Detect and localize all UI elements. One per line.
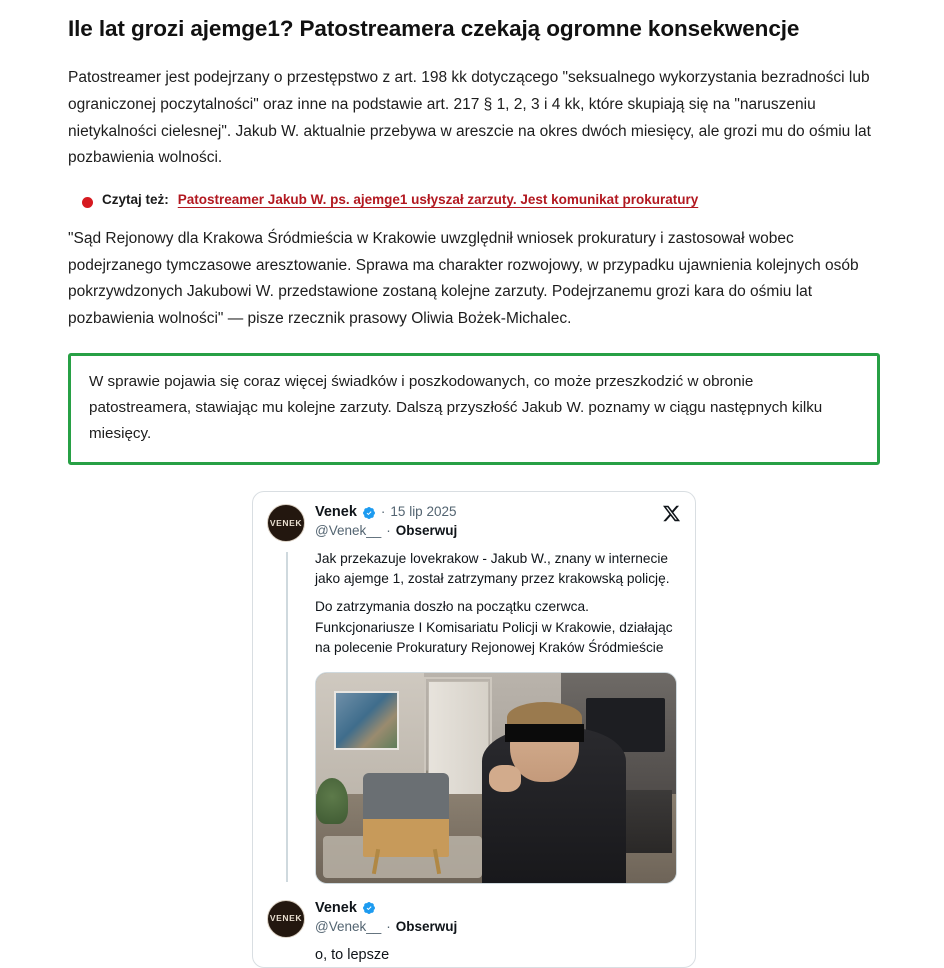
tweet-reply[interactable]	[267, 900, 681, 967]
tweet-handle-separator: ·	[386, 523, 391, 539]
reply-name-row	[315, 900, 681, 917]
reply-author-name[interactable]: Venek	[315, 899, 357, 916]
photo-armchair	[363, 773, 449, 857]
tweet-media-photo[interactable]	[315, 672, 677, 884]
reply-author-meta	[315, 900, 681, 967]
photo-censor-bar	[505, 724, 584, 742]
reply-text: o, to lepsze	[315, 947, 390, 964]
tweet-handle[interactable]: @Venek__	[315, 523, 382, 539]
avatar[interactable]	[267, 900, 305, 938]
x-logo-icon[interactable]	[662, 504, 681, 523]
tweet-author-name[interactable]: Venek	[315, 503, 357, 520]
read-also-label: Czytaj też:	[102, 191, 169, 207]
tweet-text-2: Do zatrzymania doszło na początku czerwca. Funkcjonariusze I Komisariatu Policji w Krakowie, działając na polecenie Prokuratury Rejonowej Kraków Śródmieście	[315, 598, 677, 656]
article-paragraph-2: "Sąd Rejonowy dla Krakowa Śródmieścia w Krakowie uwzględnił wniosek prokuratury i zastosował wobec podejrzanego tymczasowe aresztowanie. Sprawa ma charakter rozwojowy, w przypadku ujawnienia kolejnych osób pokrzywdzonych Jakubowi W. przedstawione zostaną kolejne zarzuty. Podejrzanemu grozi kara do ośmiu lat pozbawienia wolności" — pisze rzecznik prasowy Oliwia Bożek-Michalec.	[68, 229, 859, 327]
highlighted-callout	[68, 353, 880, 465]
thread-connector-line	[286, 552, 288, 882]
reply-handle[interactable]: @Venek__	[315, 918, 382, 934]
avatar-label: VENEK	[269, 517, 303, 528]
tweet-body	[315, 549, 681, 884]
verified-badge-icon	[362, 901, 376, 915]
photo-framed-picture	[334, 691, 399, 750]
tweet-name-row	[315, 504, 652, 521]
photo-plant	[316, 778, 348, 824]
bullet-dot-icon	[82, 197, 93, 208]
tweet-separator: ·	[380, 504, 386, 520]
tweet-card[interactable]	[252, 491, 696, 968]
photo-scene	[316, 673, 676, 883]
tweet-date[interactable]: 15 lip 2025	[390, 504, 457, 520]
tweet-author-meta	[315, 504, 652, 540]
avatar[interactable]	[267, 504, 305, 542]
page-title: Ile lat grozi ajemge1? Patostreamera czekają ogromne konsekwencje	[68, 16, 800, 41]
read-also-link[interactable]: Patostreamer Jakub W. ps. ajemge1 usłyszał zarzuty. Jest komunikat prokuratury	[177, 191, 699, 207]
tweet-header	[267, 504, 681, 542]
tweet-embed-wrapper	[68, 491, 880, 968]
avatar-label: VENEK	[269, 913, 303, 924]
tweet-text-1: Jak przekazuje lovekrakow - Jakub W., znany w internecie jako ajemge 1, został zatrzymany przez krakowską policję.	[315, 550, 672, 587]
highlight-text: W sprawie pojawia się coraz więcej świadków i poszkodowanych, co może przeszkodzić w obronie patostreamera, stawiając mu kolejne zarzuty. Dalszą przyszłość Jakub W. poznamy w ciągu następnych kilku miesięcy.	[89, 372, 823, 443]
read-also-block[interactable]	[82, 190, 880, 210]
article-paragraph-1: Patostreamer jest podejrzany o przestępstwo z art. 198 kk dotyczącego "seksualnego wykorzystania bezradności lub ograniczonej poczytalności" oraz inne na podstawie art. 217 § 1, 2, 3 i 4 kk, które skupiają się na "naruszeniu nietykalności cielesnej". Jakub W. aktualnie przebywa w areszcie na okres dwóch miesięcy, ale grozi mu do ośmiu lat pozbawienia wolności.	[68, 69, 871, 167]
verified-badge-icon	[362, 506, 376, 520]
reply-handle-separator: ·	[386, 918, 391, 934]
reply-handle-row	[315, 919, 681, 935]
tweet-handle-row	[315, 523, 652, 539]
photo-person-hand	[489, 765, 521, 792]
reply-follow-button[interactable]: Obserwuj	[395, 918, 458, 934]
follow-button[interactable]: Obserwuj	[395, 523, 458, 539]
